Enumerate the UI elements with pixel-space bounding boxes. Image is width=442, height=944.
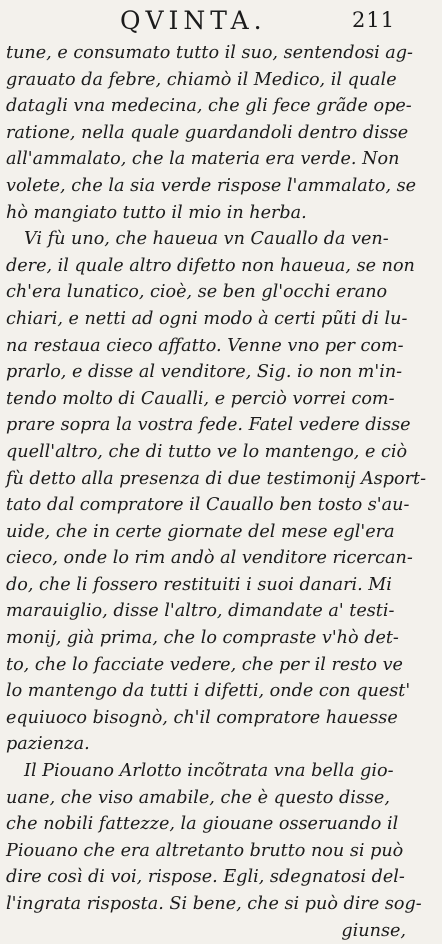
text-line: pazienza. bbox=[6, 734, 90, 755]
text-line: chiari, e netti ad ogni modo à certi pũti di lu- bbox=[6, 308, 408, 329]
text-line: cieco, onde lo rim andò al venditore ricercan- bbox=[6, 548, 413, 569]
text-line: tune, e consumato tutto il suo, sentendosi ag- bbox=[6, 43, 413, 63]
text-line: monij, già prima, che lo compraste v'hò det- bbox=[6, 628, 399, 649]
text-line: che nobili fattezze, la giouane osseruando il bbox=[6, 814, 399, 835]
text-line: na restaua cieco affatto. Venne vno per com- bbox=[6, 335, 404, 356]
text-line: uane, che viso amabile, che è questo disse, bbox=[6, 787, 390, 808]
text-line: l'ingrata risposta. Si bene, che si può dire sog- bbox=[6, 894, 422, 914]
text-line: datagli vna medecina, che gli fece grãde ope- bbox=[6, 96, 412, 117]
text-line: tendo molto di Caualli, e perciò vorrei com- bbox=[6, 388, 395, 409]
text-line: ratione, nella quale guardandoli dentro disse bbox=[6, 122, 409, 143]
text-line: to, che lo facciate vedere, che per il resto ve bbox=[6, 654, 403, 675]
text-line: uide, che in certe giornate del mese egl'era bbox=[6, 521, 395, 542]
running-head: QVINTA. bbox=[120, 6, 267, 35]
text-line: marauiglio, disse l'altro, dimandate a' testi- bbox=[6, 601, 395, 622]
text-line: tato dal compratore il Cauallo ben tosto s'au- bbox=[6, 495, 410, 516]
text-line: prare sopra la vostra fede. Fatel vedere disse bbox=[6, 415, 411, 436]
text-line: hò mangiato tutto il mio in herba. bbox=[6, 202, 307, 223]
text-line: grauato da febre, chiamò il Medico, il quale bbox=[6, 69, 397, 90]
text-line: volete, che la sia verde rispose l'ammalato, se bbox=[6, 175, 417, 196]
text-line: Vi fù uno, che haueua vn Cauallo da ven- bbox=[24, 229, 389, 250]
text-line: giunse, bbox=[341, 920, 406, 941]
text-line: prarlo, e disse al venditore, Sig. io non m'in- bbox=[6, 362, 403, 383]
text-line: all'ammalato, che la materia era verde. Non bbox=[6, 149, 400, 170]
text-line: Il Piouano Arlotto incõtrata vna bella gio- bbox=[24, 761, 394, 782]
body-text bbox=[6, 40, 434, 944]
text-line: dere, il quale altro difetto non haueua, se non bbox=[6, 255, 415, 276]
page-header bbox=[0, 2, 442, 38]
text-line: Piouano che era altretanto brutto nou si può bbox=[6, 840, 404, 861]
text-line: lo mantengo da tutti i difetti, onde con quest' bbox=[6, 681, 411, 702]
text-line: equiuoco bisognò, ch'il compratore hauesse bbox=[6, 707, 398, 728]
page-number: 211 bbox=[352, 8, 396, 32]
text-line: fù detto alla presenza di due testimonij Asport- bbox=[6, 468, 427, 489]
text-line: do, che li fossero restituiti i suoi danari. Mi bbox=[6, 574, 392, 595]
text-line: ch'era lunatico, cioè, se ben gl'occhi erano bbox=[6, 282, 388, 303]
text-line: quell'altro, che di tutto ve lo mantengo, e ciò bbox=[6, 441, 408, 462]
text-line: dire così di voi, rispose. Egli, sdegnatosi del- bbox=[6, 867, 405, 888]
